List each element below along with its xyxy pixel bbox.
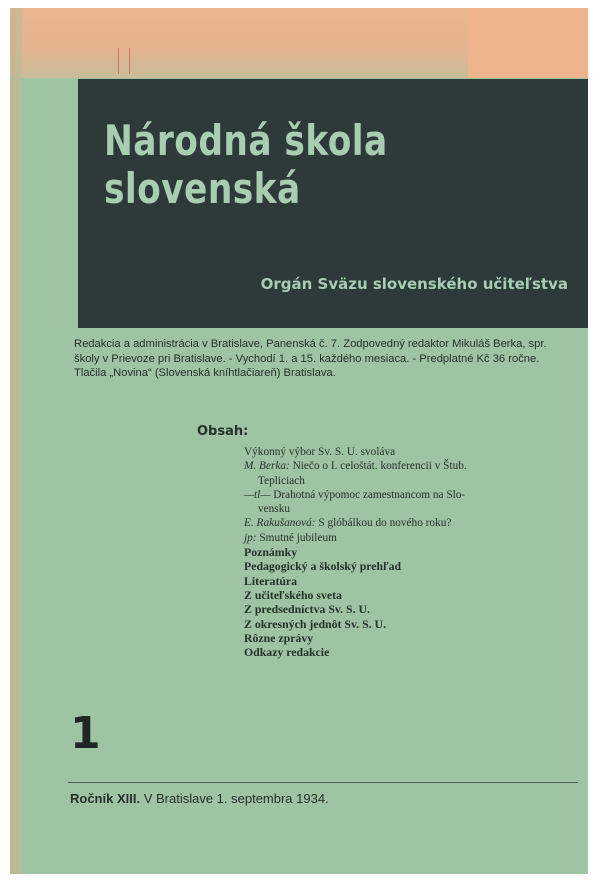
volume-label: Ročník XIII. bbox=[70, 791, 141, 806]
divider bbox=[68, 782, 578, 783]
title-line-1: Národná škola bbox=[104, 116, 388, 165]
issue-number: 1 bbox=[70, 708, 101, 759]
imprint-line-3: Tlačila „Novina“ (Slovenská kníhtlačiareň) Bratislava. bbox=[74, 367, 336, 380]
imprint-line-2: školy v Prievoze pri Bratislave. - Vychodí 1. a 15. každého mesiaca. - Predplatné Kč 36 ročne. bbox=[74, 352, 540, 365]
contents-item: M. Berka: Niečo o I. celoštát. konferencii v Štub. bbox=[244, 460, 467, 473]
contents-section: Z okresných jednôt Sv. S. U. bbox=[244, 616, 387, 631]
issue-date: V Bratislave 1. septembra 1934. bbox=[140, 791, 329, 806]
red-pencil-mark bbox=[118, 48, 130, 74]
contents-item: E. Rakušanová: S glóbálkou do nového roku? bbox=[244, 517, 452, 530]
table-of-contents bbox=[244, 445, 574, 659]
worn-left-edge bbox=[10, 8, 22, 874]
contents-section: Poznámky bbox=[244, 545, 298, 560]
contents-section: Pedagogický a školský prehľad bbox=[244, 559, 402, 574]
imprint bbox=[74, 337, 566, 381]
contents-section: Rôzne zprávy bbox=[244, 630, 314, 645]
contents-item: vensku bbox=[258, 503, 291, 516]
title-block bbox=[78, 79, 588, 328]
contents-item: —tl— Drahotná výpomoc zamestnancom na Slo- bbox=[244, 488, 466, 501]
contents-section: Odkazy redakcie bbox=[244, 645, 330, 660]
faded-corner bbox=[468, 8, 588, 78]
contents-section: Z učiteľského sveta bbox=[244, 587, 342, 602]
contents-item: Výkonný výbor Sv. S. U. svoláva bbox=[244, 446, 396, 458]
magazine-cover bbox=[10, 8, 588, 874]
contents-section: Z predsedníctva Sv. S. U. bbox=[244, 602, 370, 617]
imprint-line-1: Redakcia a administrácia v Bratislave, Panenská č. 7. Zodpovedný redaktor Mikuláš Berka, spr. bbox=[74, 338, 547, 350]
magazine-subtitle: Orgán Sväzu slovenského učiteľstva bbox=[260, 275, 568, 293]
issue-footer bbox=[70, 791, 329, 806]
contents-heading: Obsah: bbox=[197, 424, 249, 439]
magazine-title bbox=[104, 117, 388, 213]
title-line-2: slovenská bbox=[104, 164, 301, 213]
contents-item: jp: Smutné jubileum bbox=[244, 531, 337, 544]
contents-item: Tepliciach bbox=[258, 474, 305, 487]
contents-section: Literatúra bbox=[244, 573, 298, 588]
